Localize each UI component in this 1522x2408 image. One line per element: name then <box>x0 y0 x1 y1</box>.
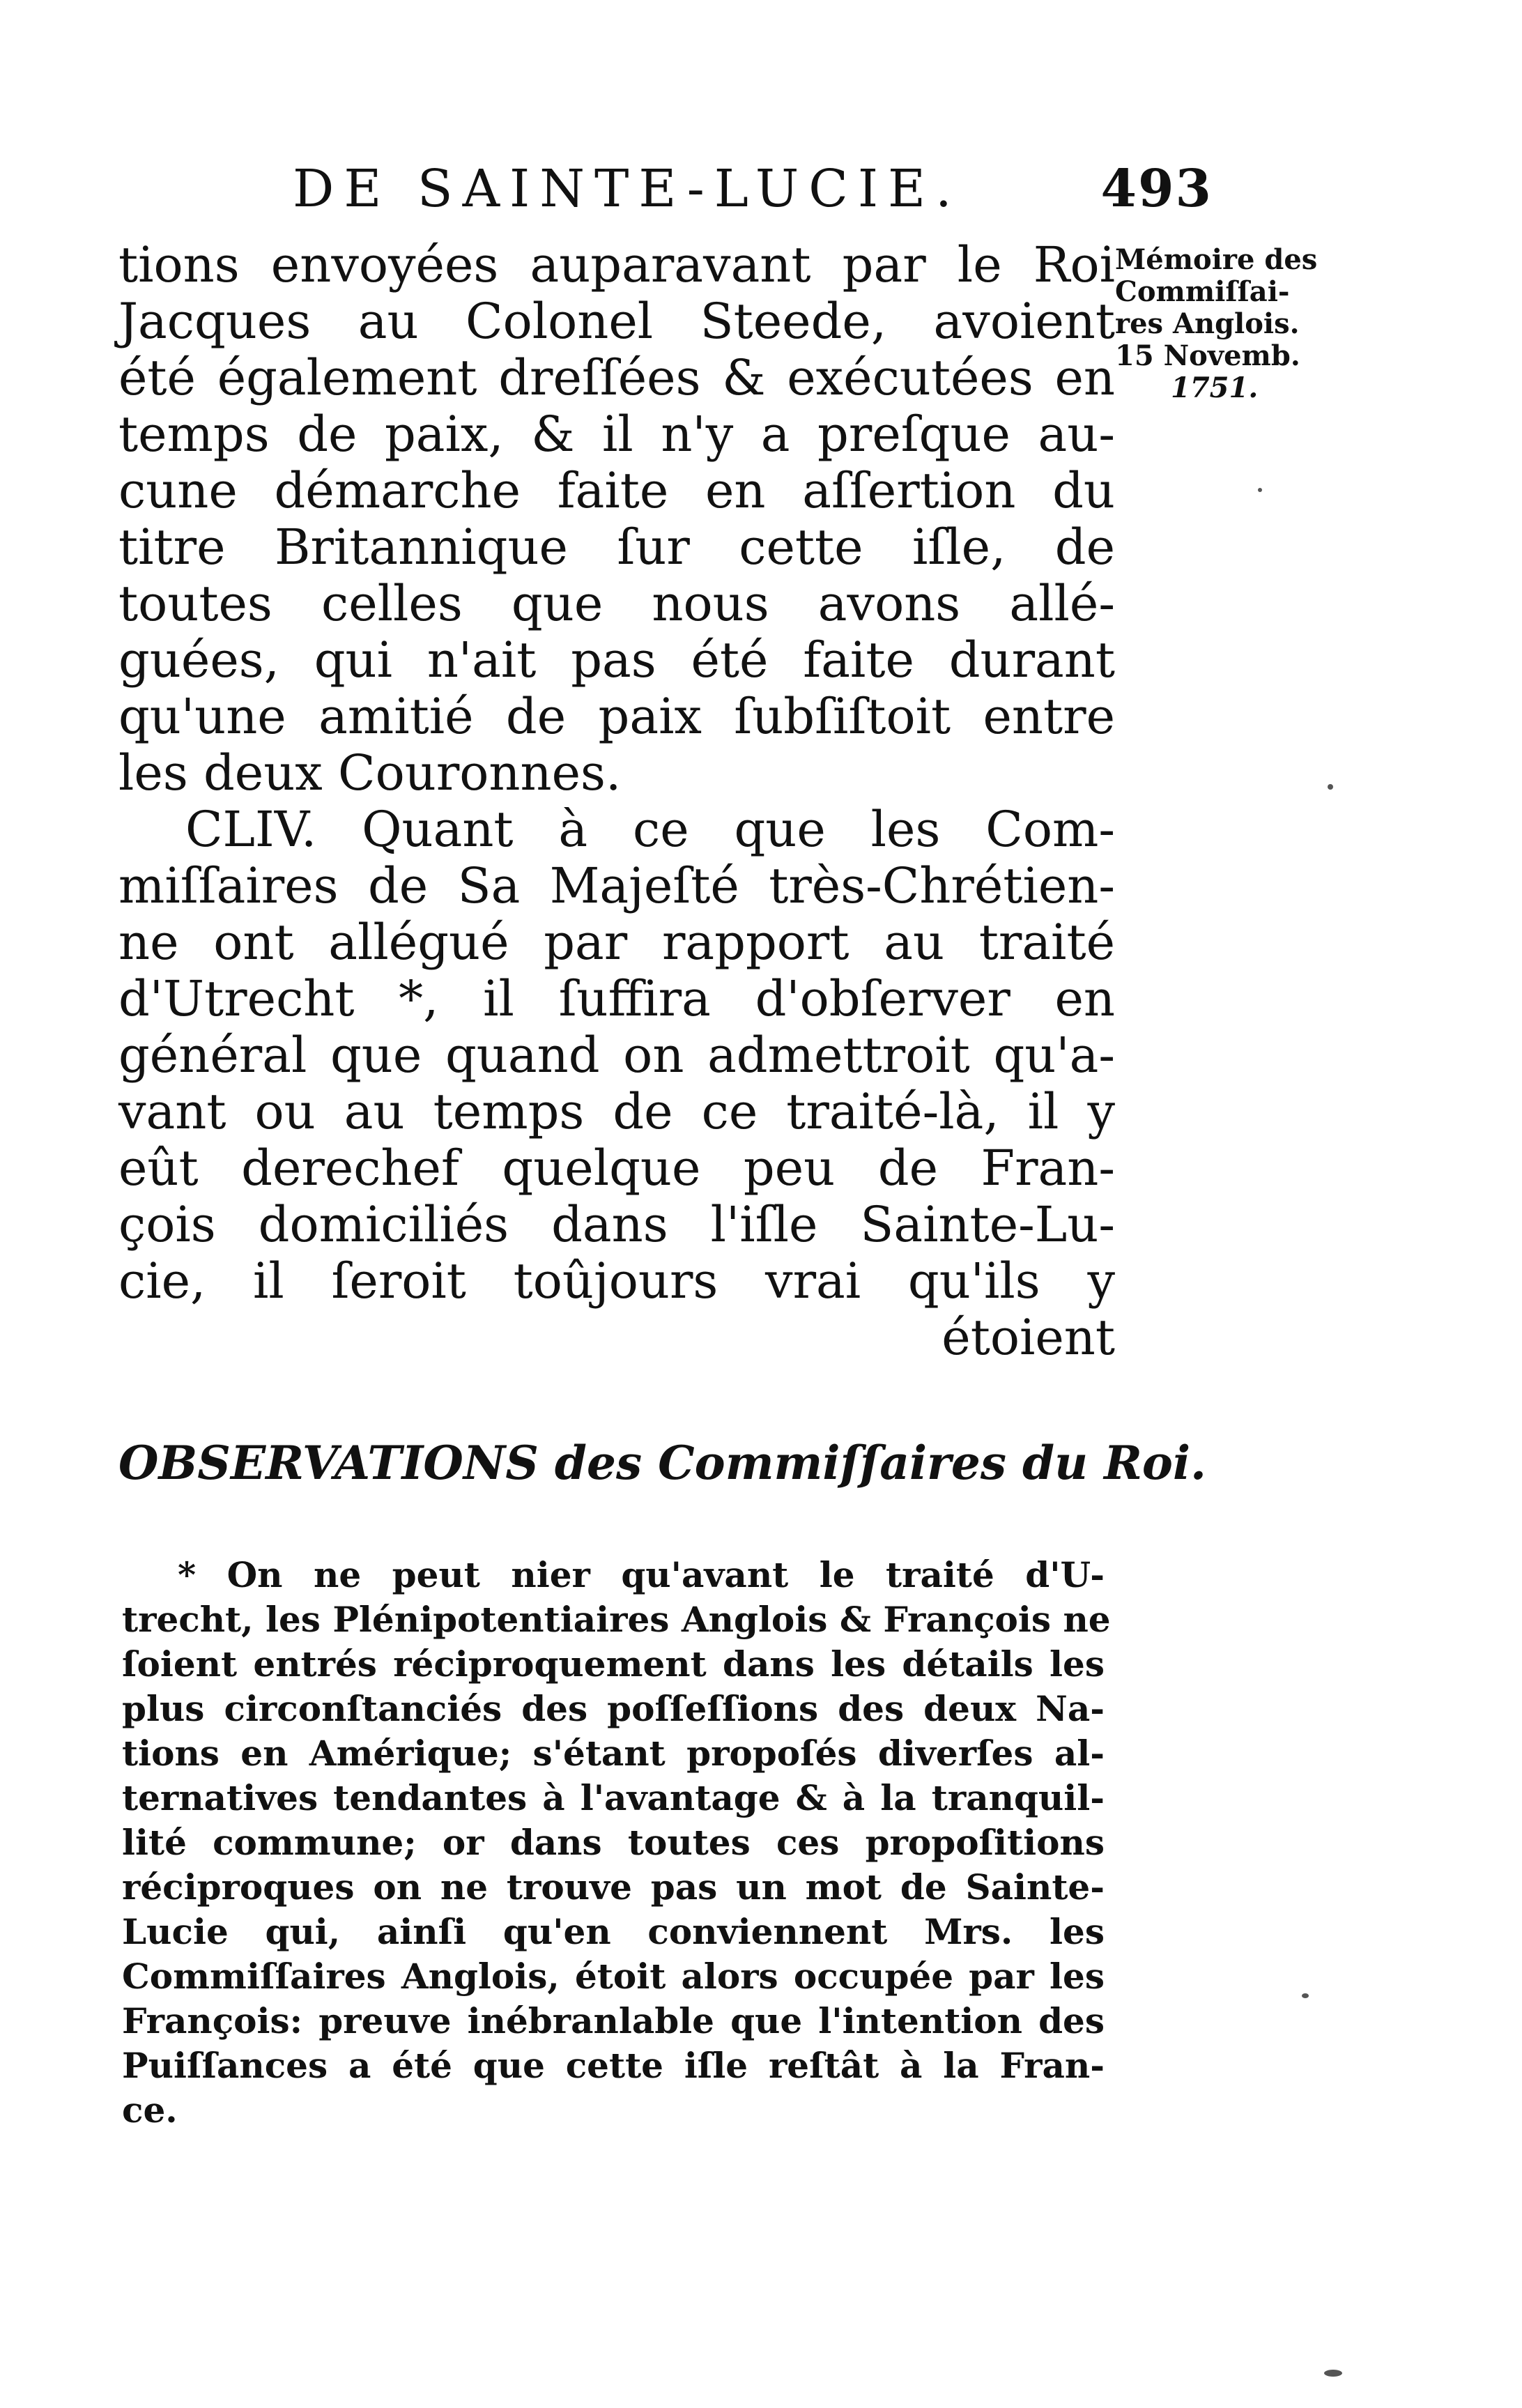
text-line: qu'une amitié de paix ſubſiſtoit entre <box>118 688 1115 745</box>
footnote-line: Puiſſances a été que cette iſle reſtât à la Fran- <box>122 2045 1105 2086</box>
ink-speck <box>1302 1993 1309 1998</box>
text-line: tions envoyées auparavant par le Roi <box>118 236 1115 293</box>
text-line: d'Utrecht *, il ſuffira d'obſerver en <box>118 970 1115 1027</box>
catchword: étoient <box>941 1309 1115 1366</box>
text-line: temps de paix, & il n'y a preſque au- <box>118 406 1115 463</box>
footnote-line: * On ne peut nier qu'avant le traité d'U- <box>178 1554 1105 1595</box>
margin-note-line: Mémoire des <box>1115 243 1318 276</box>
margin-note <box>1115 244 1366 404</box>
text-line: guées, qui n'ait pas été faite durant <box>118 631 1115 689</box>
margin-note-line: Commiſſai- <box>1115 275 1290 308</box>
footnote-line: Lucie qui, ainſi qu'en conviennent Mrs. les <box>122 1911 1105 1952</box>
footnote-line: ce. <box>122 2089 178 2131</box>
text-line: eût derechef quelque peu de Fran- <box>118 1140 1115 1197</box>
text-line: titre Britannique ſur cette iſle, de <box>118 519 1115 576</box>
text-line: vant ou au temps de ce traité-là, il y <box>118 1083 1115 1140</box>
footnote-line: trecht, les Plénipotentiaires Anglois & François ne <box>122 1599 1111 1640</box>
text-line: toutes celles que nous avons allé- <box>118 575 1115 632</box>
margin-note-line: 15 Novemb. <box>1115 339 1300 372</box>
ink-speck <box>1324 2370 1342 2377</box>
main-text <box>118 237 1115 1366</box>
text-line: çois domiciliés dans l'iſle Sainte-Lu- <box>118 1196 1115 1253</box>
text-line: été également dreſſées & exécutées en <box>118 349 1115 406</box>
text-line: ne ont allégué par rapport au traité <box>118 914 1115 971</box>
running-head <box>293 159 1213 236</box>
footnote-line: plus circonſtanciés des poſſeſſions des deux Na- <box>122 1688 1105 1729</box>
running-head-title: DE SAINTE-LUCIE. <box>293 159 962 219</box>
margin-note-line: 1751. <box>1171 371 1259 404</box>
page-number: 493 <box>1100 159 1213 219</box>
text-line: CLIV. Quant à ce que les Com- <box>185 801 1115 858</box>
footnote-line: lité commune; or dans toutes ces propoſitions <box>122 1822 1105 1863</box>
footnote <box>122 1553 1111 2133</box>
footnote-line: tions en Amérique; s'étant propoſés diverſes al- <box>122 1733 1105 1774</box>
text-line: général que quand on admettroit qu'a- <box>118 1027 1115 1084</box>
observations-heading: OBSERVATIONS des Commiſſaires du Roi. <box>118 1436 1206 1490</box>
footnote-line: François: preuve inébranlable que l'intention des <box>122 2000 1105 2041</box>
text-line: les deux Couronnes. <box>118 744 622 802</box>
text-line: miſſaires de Sa Majeſté très-Chrétien- <box>118 857 1115 914</box>
text-line: cune démarche faite en aſſertion du <box>118 462 1115 519</box>
ink-speck <box>1258 488 1262 492</box>
ink-speck <box>1328 784 1333 790</box>
footnote-line: Commiſſaires Anglois, étoit alors occupée par les <box>122 1956 1105 1997</box>
text-line: cie, il ſeroit toûjours vrai qu'ils y <box>118 1252 1115 1310</box>
text-line: Jacques au Colonel Steede, avoient <box>118 293 1115 350</box>
footnote-line: ſoient entrés réciproquement dans les détails les <box>122 1643 1105 1685</box>
footnote-line: ternatives tendantes à l'avantage & à la tranquil- <box>122 1777 1105 1818</box>
margin-note-line: res Anglois. <box>1115 307 1300 340</box>
footnote-line: réciproques on ne trouve pas un mot de Sainte- <box>122 1866 1105 1908</box>
